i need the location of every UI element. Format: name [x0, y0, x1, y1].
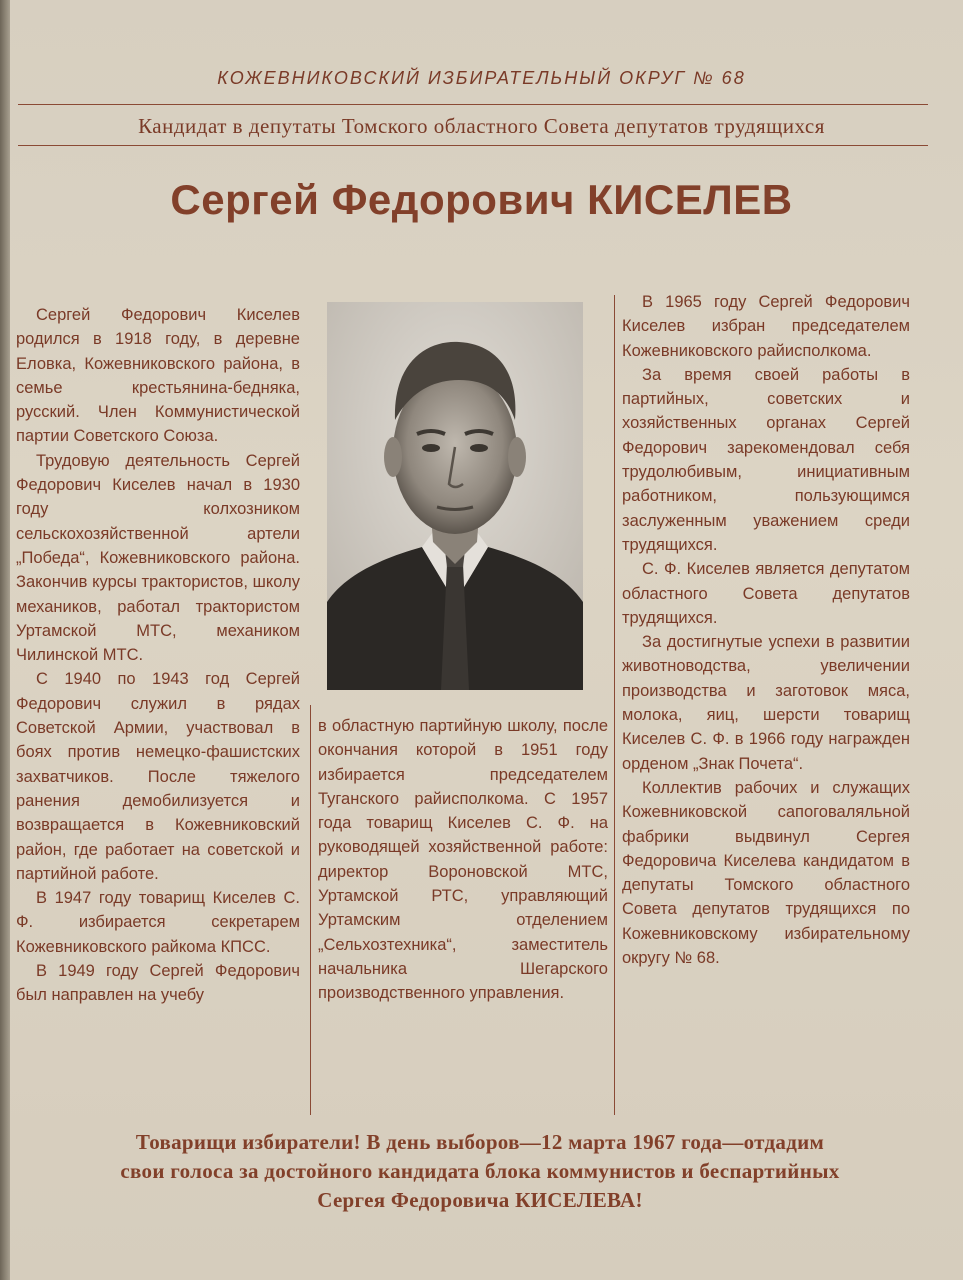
paragraph: В 1949 году Сергей Федорович был направлен на учебу	[16, 962, 300, 1005]
paragraph: За время своей работы в партийных, советских и хозяйственных органах Сергей Федорович зарекомендовал себя трудолюбивым, инициативным работником, пользующимся заслуженным уважением среди трудящихся.	[622, 365, 910, 554]
column-divider-right	[614, 295, 615, 1115]
paragraph: Коллектив рабочих и служащих Кожевниковской сапоговаляльной фабрики выдвинул Сергея Федоровича Киселева кандидатом в депутаты Томского областного Совета депутатов трудящихся по Кожевниковскому избирательному округу № 68.	[622, 778, 910, 968]
biography-column-right	[622, 290, 910, 970]
candidate-subtitle: Кандидат в депутаты Томского областного Совета депутатов трудящихся	[138, 114, 825, 138]
appeal-line: Товарищи избиратели! В день выборов—12 марта 1967 года—отдадим	[135, 1130, 825, 1154]
portrait-photo-icon	[327, 302, 583, 690]
paragraph: С 1940 по 1943 год Сергей Федорович служил в рядах Советской Армии, участвовал в боях против немецко-фашистских захватчиков. После тяжелого ранения демобилизуется и возвращается в Кожевниковский район, где работает на советской и партийной работе.	[16, 670, 300, 883]
paragraph: За достигнутые успехи в развитии животноводства, увеличении производства и заготовок мяса, молока, яиц, шерсти товарищ Киселев С. Ф. в 1966 году награжден орденом „Знак Почета“.	[622, 633, 910, 773]
paragraph: в областную партийную школу, после окончания которой в 1951 году избирается председателем Туганского райисполкома. С 1957 года товарищ Киселев С. Ф. на руководящей хозяйственной работе: директор Вороновской МТС, Уртамской РТС, управляющий Уртамским отделением „Сельхозтехника“, заместитель начальника Шегарского производственного управления.	[318, 717, 608, 1003]
header-rule-bottom	[18, 145, 928, 146]
header-rule-top	[18, 104, 928, 105]
column-divider-left	[310, 705, 311, 1115]
paragraph: Сергей Федорович Киселев родился в 1918 году, в деревне Еловка, Кожевниковского района, в семье крестьянина-бедняка, русский. Член Коммунистической партии Советского Союза.	[16, 306, 300, 446]
appeal-line: свои голоса за достойного кандидата блока коммунистов и беспартийных	[120, 1159, 840, 1183]
appeal-line: Сергея Федоровича КИСЕЛЕВА!	[317, 1188, 643, 1212]
candidate-name: Сергей Федорович КИСЕЛЕВ	[170, 176, 793, 223]
paragraph: В 1965 году Сергей Федорович Киселев избран председателем Кожевниковского райисполкома.	[622, 293, 910, 360]
biography-column-middle	[318, 714, 608, 1006]
paragraph: В 1947 году товарищ Киселев С. Ф. избирается секретарем Кожевниковского райкома КПСС.	[16, 889, 300, 956]
paragraph: Трудовую деятельность Сергей Федорович Киселев начал в 1930 году колхозником сельскохозяйственной артели „Победа“, Кожевниковского района. Закончив курсы трактористов, школу механиков, работал трактористом Уртамской МТС, механиком Чилинской МТС.	[16, 451, 300, 665]
biography-column-left	[16, 303, 300, 1008]
district-header: КОЖЕВНИКОВСКИЙ ИЗБИРАТЕЛЬНЫЙ ОКРУГ № 68	[217, 68, 746, 88]
candidate-portrait-photo	[327, 302, 583, 690]
voter-appeal	[30, 1128, 930, 1215]
paragraph: С. Ф. Киселев является депутатом областного Совета депутатов трудящихся.	[622, 560, 910, 627]
